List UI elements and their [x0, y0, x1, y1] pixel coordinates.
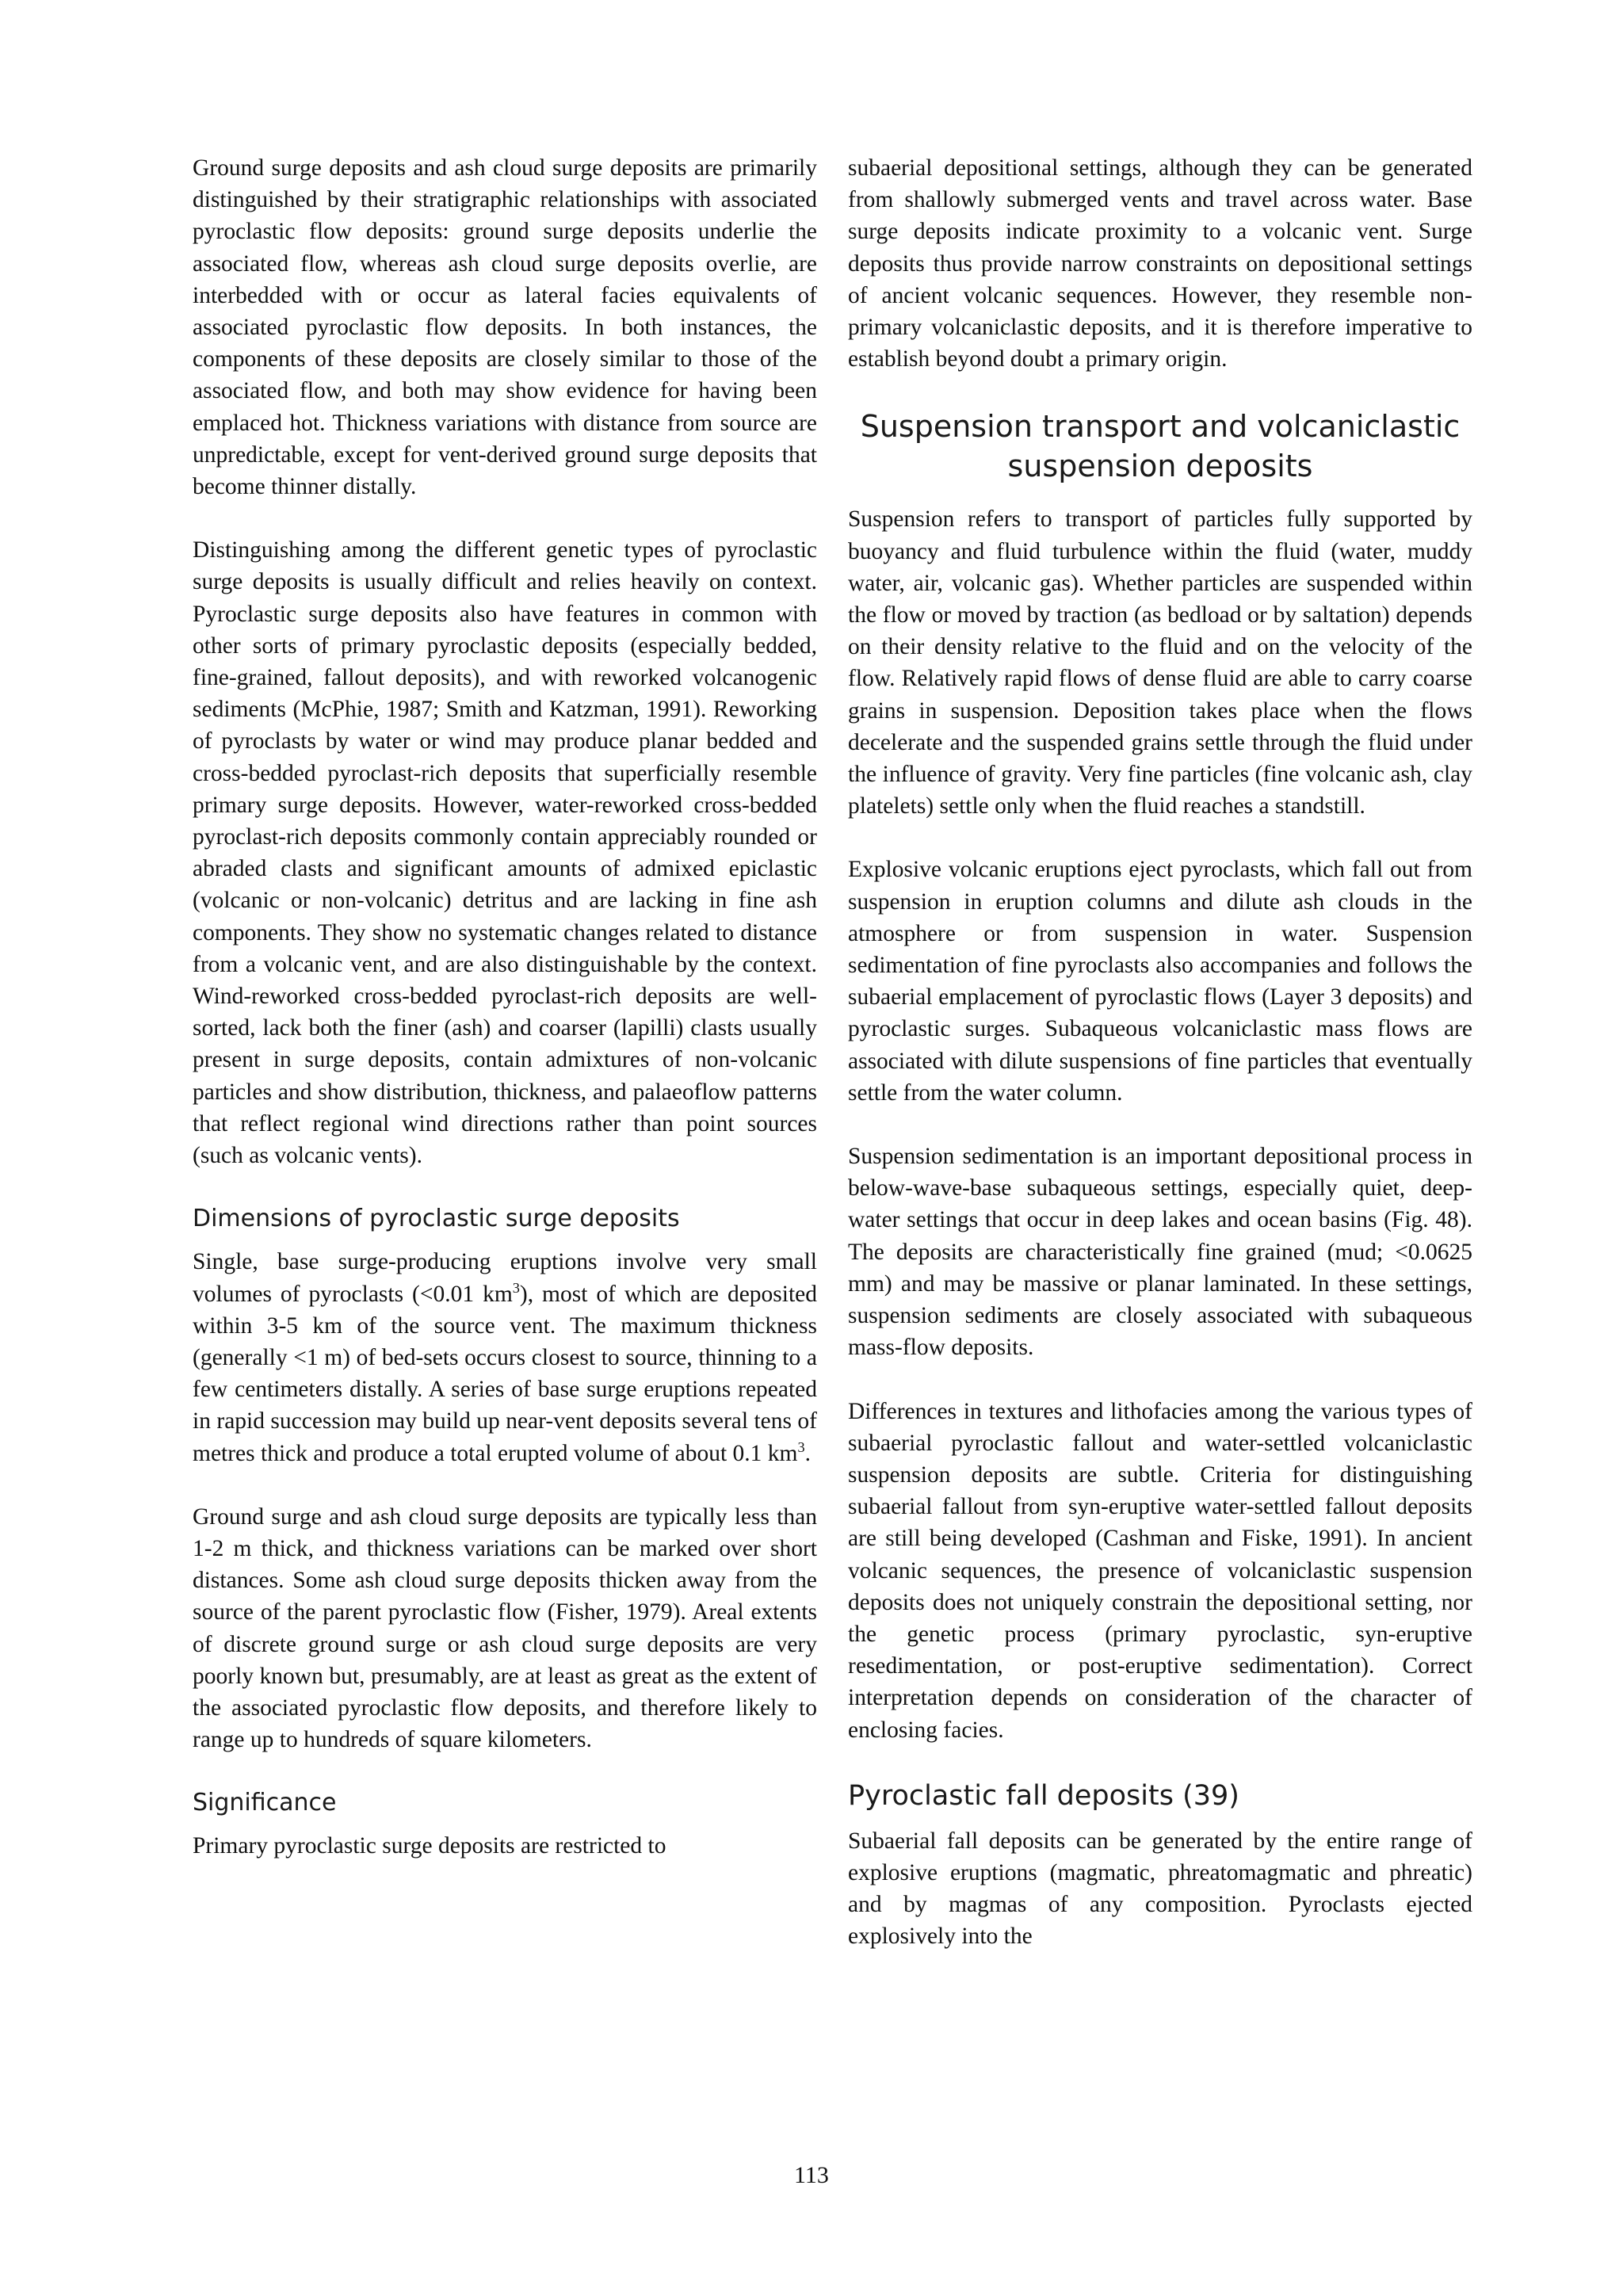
subheading-significance: Significance	[193, 1789, 337, 1817]
paragraph-explosive-eruptions: Explosive volcanic eruptions eject pyroclasts, which fall out from suspension in eruption columns and dilute ash clouds in the atmosphere or from suspension in water. Suspension sedimentation of fine pyroclasts also accompanies and follows the subaerial emplacement of pyroclastic flows (Layer 3 deposits) and pyroclastic surges. Subaqueous volcaniclastic mass flows are associated with dilute suspensions of fine particles that eventually settle from the water column.	[848, 857, 1472, 1106]
paragraph-significance: Primary pyroclastic surge deposits are restricted to	[193, 1833, 666, 1859]
superscript-3: 3	[797, 1438, 805, 1455]
subheading-dimensions: Dimensions of pyroclastic surge deposits	[193, 1205, 680, 1233]
paragraph-suspension-sedimentation: Suspension sedimentation is an important depositional process in below-wave-base subaqueous settings, especially quiet, deep-water settings that occur in deep lakes and ocean basins (Fig. 48). The deposits are characteristically fine grained (mud; <0.0625 mm) and may be massive or planar laminated. In these settings, suspension sediments are closely associated with subaqueous mass-flow deposits.	[848, 1144, 1472, 1361]
right-column	[848, 152, 1472, 1985]
paragraph-textures-lithofacies: Differences in textures and lithofacies among the various types of subaerial pyroclastic fallout and water-settled volcaniclastic suspension deposits are subtle. Criteria for distinguishing subaerial fallout from syn-eruptive water-settled fallout deposits are still being developed (Cashman and Fiske, 1991). In ancient volcanic sequences, the presence of volcaniclastic suspension deposits does not uniquely constrain the depositional setting, nor the genetic process (primary pyroclastic, syn-eruptive resedimentation, or post-eruptive sedimentation). Correct interpretation depends on consideration of the character of enclosing facies.	[848, 1398, 1472, 1743]
page-number: 113	[794, 2162, 829, 2188]
paragraph-subaerial-settings: subaerial depositional settings, although they can be generated from shallowly submerged vents and travel across water. Base surge deposits indicate proximity to a volcanic vent. Surge deposits thus provide narrow constraints on depositional settings of ancient volcanic sequences. However, they resemble non-primary volcaniclastic deposits, and it is therefore imperative to establish beyond doubt a primary origin.	[848, 155, 1472, 372]
paragraph-genetic-types: Distinguishing among the different genetic types of pyroclastic surge deposits is usually difficult and relies heavily on context. Pyroclastic surge deposits also have features in common with other sorts of primary pyroclastic deposits (especially bedded, fine-grained, fallout deposits), and with reworked volcanogenic sediments (McPhie, 1987; Smith and Katzman, 1991). Reworking of pyroclasts by water or wind may produce planar bedded and cross-bedded pyroclast-rich deposits that superficially resemble primary surge deposits. However, water-reworked cross-bedded pyroclast-rich deposits commonly contain appreciably rounded or abraded clasts and significant amounts of admixed epiclastic (volcanic or non-volcanic) detritus and are lacking in fine ash components. They show no systematic changes related to distance from a volcanic vent, and are also distinguishable by the context. Wind-reworked cross-bedded pyroclast-rich deposits are well-sorted, lack both the finer (ash) and coarser (lapilli) clasts usually present in surge deposits, contain admixtures of non-volcanic particles and show distribution, thickness, and palaeoflow patterns that reflect regional wind directions rather than point sources (such as volcanic vents).	[193, 537, 817, 1169]
subheading-pyroclastic-fall: Pyroclastic fall deposits (39)	[848, 1779, 1239, 1812]
left-column	[193, 152, 817, 1894]
paragraph-ground-surge-thickness: Ground surge and ash cloud surge deposits are typically less than 1-2 m thick, and thickness variations can be marked over short distances. Some ash cloud surge deposits thicken away from the source of the parent pyroclastic flow (Fisher, 1979). Areal extents of discrete ground surge or ash cloud surge deposits are very poorly known but, presumably, are at least as great as the extent of the associated pyroclastic flow deposits, and therefore likely to range up to hundreds of square kilometers.	[193, 1503, 817, 1753]
paragraph-subaerial-fall: Subaerial fall deposits can be generated by the entire range of explosive eruptions (magmatic, phreatomagmatic and phreatic) and by magmas of any composition. Pyroclasts ejected explosively into the	[848, 1828, 1472, 1950]
paragraph-suspension-definition: Suspension refers to transport of particles fully supported by buoyancy and fluid turbulence within the fluid (water, muddy water, air, volcanic gas). Whether particles are suspended within the flow or moved by traction (as bedload or by saltation) depends on their density relative to the fluid and on the velocity of the flow. Relatively rapid flows of dense fluid are able to carry coarse grains in suspension. Deposition takes place when the flows decelerate and the suspended grains settle through the fluid under the influence of gravity. Very fine particles (fine volcanic ash, clay platelets) settle only when the fluid reaches a standstill.	[848, 506, 1472, 819]
superscript-3: 3	[512, 1279, 520, 1296]
paragraph-base-surge-volumes: Single, base surge-producing eruptions involve very small volumes of pyroclasts (<0.01 $km^3$), most of which are deposited within 3-5 km of the source vent. The maximum thickness (generally <1 m) of bed-sets occurs closest to source, thinning to a few centimeters distally. A series of base surge eruptions repeated in rapid succession may build up near-vent deposits several tens of metres thick and produce a total erupted volume of about 0.1 $km^3$.	[193, 1249, 817, 1466]
section-heading-suspension: Suspension transport and volcaniclastic suspension deposits	[860, 409, 1461, 484]
paragraph-surge-distinction: Ground surge deposits and ash cloud surge deposits are primarily distinguished by their stratigraphic relationships with associated pyroclastic flow deposits: ground surge deposits underlie the associated flow, whereas ash cloud surge deposits overlie, are interbedded with or occur as lateral facies equivalents of associated pyroclastic flow deposits. In both instances, the components of these deposits are closely similar to those of the associated flow, and both may show evidence for having been emplaced hot. Thickness variations with distance from source are unpredictable, except for vent-derived ground surge deposits that become thinner distally.	[193, 155, 817, 500]
